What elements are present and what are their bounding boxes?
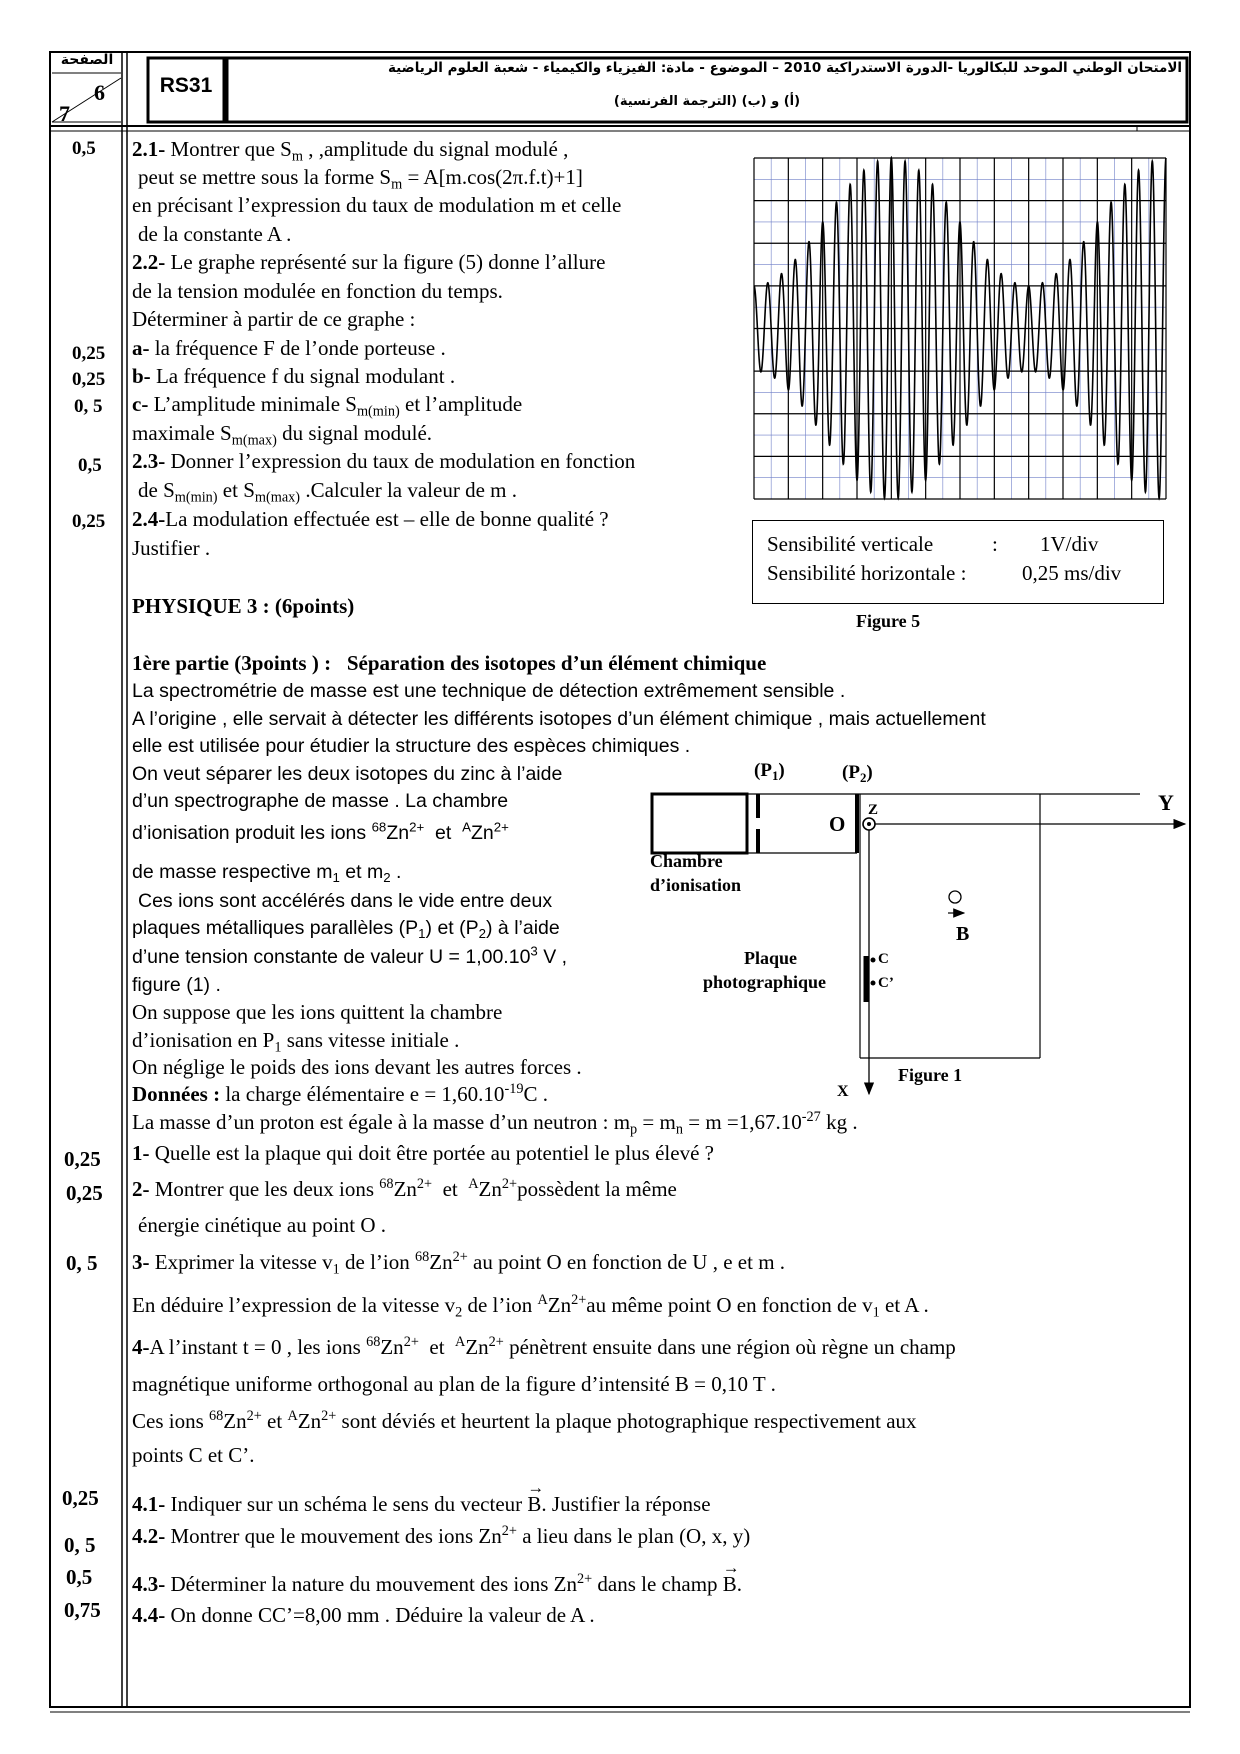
para-line9: On suppose que les ions quittent la chambre: [132, 1000, 503, 1024]
q2-4-line2: Justifier .: [132, 536, 211, 560]
exam-title-arabic: الامتحان الوطني الموحد للبكالوريا -الدورة الاستدراكية 2010 – الموضوع - مادة: الفيزياء والكيمياء - شعبة العلوم الرياضية: [387, 60, 1182, 76]
q2-2-line1: 2.2- Le graphe représenté sur la figure (5) donne l’allure: [132, 250, 606, 274]
q2-2b: b- La fréquence f du signal modulant .: [132, 364, 456, 388]
question-4-1: 4.1- Indiquer sur un schéma le sens du vecteur → B. Justifier la réponse: [132, 1492, 711, 1517]
c-label: C: [878, 951, 889, 967]
question-4-4: 4.4- On donne CC’=8,00 mm . Déduire la valeur de A .: [132, 1603, 595, 1627]
question-2-line2: énergie cinétique au point O .: [138, 1213, 387, 1237]
points-2-2a: 0,25: [72, 343, 106, 364]
points-2-3: 0,5: [78, 455, 102, 476]
intro-line3: elle est utilisée pour étudier la structure des espèces chimiques .: [132, 735, 691, 757]
points-2-1: 0,5: [72, 138, 96, 159]
figure-5-oscillogram: [752, 156, 1168, 501]
points-q41: 0,25: [62, 1486, 99, 1510]
sens-v-colon: :: [992, 532, 998, 556]
question-4-line4: points C et C’.: [132, 1443, 255, 1467]
chambre-label-2: d’ionisation: [650, 875, 742, 895]
para-line5: Ces ions sont accélérés dans le vide entre deux: [138, 890, 553, 912]
q2-4-line1: 2.4-La modulation effectuée est – elle de bonne qualité ?: [132, 507, 609, 531]
intro-line1: La spectrométrie de masse est une technique de détection extrêmement sensible .: [132, 680, 846, 702]
question-4-3: 4.3- Déterminer la nature du mouvement des ions $Zn^{2+}$ dans le champ → B.: [132, 1572, 742, 1597]
points-q42: 0, 5: [64, 1533, 96, 1557]
question-4-line2: magnétique uniforme orthogonal au plan de la figure d’intensité B = 0,10 T .: [132, 1372, 776, 1396]
question-4-line1: 4-A l’instant t = 0 , les ions $^{68}Zn^{2+}$ et $^AZn^{2+}$ pénètrent ensuite dans une région où règne un champ: [132, 1334, 956, 1359]
question-3-line2: En déduire l’expression de la vitesse $v_2$ de l’ion $^AZn^{2+}au$ même point O en fonction de $v_1$ et A .: [132, 1292, 929, 1321]
point-c-prime: [871, 981, 876, 986]
intro-line2: A l’origine , elle servait à détecter les différents isotopes d’un élément chimique , mais actuellement: [132, 708, 986, 730]
para-line11: On néglige le poids des ions devant les autres forces .: [132, 1055, 582, 1079]
p1-label: $(P_1)$: [754, 760, 785, 783]
b-label: B: [956, 923, 970, 945]
para-line6: plaques métalliques parallèles $(P_1)$ et $(P_2)$ à l’aide: [132, 917, 560, 941]
question-1: 1- Quelle est la plaque qui doit être portée au potentiel le plus élevé ?: [132, 1141, 714, 1165]
exam-subtitle-arabic: (أ) و (ب) (الترجمة الفرنسية): [613, 94, 801, 109]
sens-v-label: Sensibilité verticale: [767, 532, 934, 556]
para-line4: de masse respective $m_1$ et $m_2$ .: [132, 861, 402, 885]
points-q1: 0,25: [64, 1147, 101, 1171]
points-q43: 0,5: [66, 1565, 93, 1589]
para-line3: d’ionisation produit les ions $^{68}Zn^{2+}$ et $^AZn^{2+}$: [132, 819, 509, 844]
q2-1-line3: en précisant l’expression du taux de modulation m et celle: [132, 193, 622, 217]
q2-2a: a- la fréquence F de l’onde porteuse .: [132, 336, 446, 360]
b-field-out-icon: [949, 891, 961, 903]
question-4-2: 4.2- Montrer que le mouvement des ions $Zn^{2+}$ a lieu dans le plan (O, x, y): [132, 1523, 751, 1548]
donnees-line: Données : la charge élémentaire $e = 1,60.10^{-19}C$ .: [132, 1081, 548, 1106]
plaque-label: Plaque: [744, 948, 798, 968]
question-2-line1: 2- Montrer que les deux ions $^{68}Zn^{2+}$ et $^AZn^{2+}possèdent$ la même: [132, 1176, 677, 1201]
chambre-label: Chambre: [650, 851, 723, 871]
q2-2c-line1: c- L’amplitude minimale $S_{m(min)}$ et l’amplitude: [132, 392, 523, 420]
points-q2: 0,25: [66, 1181, 103, 1205]
page-label: الصفحة: [60, 52, 114, 68]
sens-v-value: 1V/div: [1040, 532, 1099, 556]
q2-3-line2: de $S_{m(min)}$ et $S_{m(max)}$ .Calculer la valeur de m .: [138, 478, 517, 506]
q2-1-line2: peut se mettre sous la forme $S_m = A[m.\cos(2\pi.f.t)+1]$: [138, 165, 583, 193]
part1-title: 1ère partie (3points ) : Séparation des isotopes d’un élément chimique: [132, 651, 767, 675]
x-axis-label: X: [837, 1083, 849, 1100]
page-total: 7: [59, 101, 70, 126]
points-2-4: 0,25: [72, 511, 106, 532]
y-axis-label: Y: [1158, 790, 1174, 815]
c-prime-label: C’: [878, 975, 894, 991]
points-q44: 0,75: [64, 1598, 101, 1622]
para-line8: figure (1) .: [132, 974, 221, 996]
points-2-2b: 0,25: [72, 369, 106, 390]
q2-1-line1: 2.1- Montrer que $S_m$ , ,amplitude du signal modulé ,: [132, 137, 569, 165]
q2-1-line4: de la constante A .: [138, 222, 292, 246]
point-c: [871, 958, 876, 963]
physique3-title: PHYSIQUE 3 : (6points): [132, 594, 355, 618]
para-line10: d’ionisation en $P_1$ sans vitesse initiale .: [132, 1028, 460, 1056]
z-label: Z: [868, 802, 879, 818]
figure-5-caption: Figure 5: [856, 611, 921, 631]
para-line2: d’un spectrographe de masse . La chambre: [132, 790, 509, 812]
masse-line: La masse d’un proton est égale à la masse d’un neutron : $m_p = m_n = m =1,67.10^{-27}$ kg .: [132, 1109, 858, 1138]
sens-h-value: 0,25 ms/div: [1022, 561, 1122, 585]
origin-label: O: [829, 812, 846, 836]
question-3-line1: 3- Exprimer la vitesse $v_1$ de l’ion $^{68}Zn^{2+}$ au point O en fonction de U , e et m .: [132, 1249, 786, 1278]
q2-2c-line2: maximale $S_{m(max)}$ du signal modulé.: [132, 421, 433, 449]
points-2-2c: 0, 5: [74, 396, 103, 417]
q2-3-line1: 2.3- Donner l’expression du taux de modulation en fonction: [132, 449, 636, 473]
points-q3: 0, 5: [66, 1251, 98, 1275]
question-4-line3: Ces ions $^{68}Zn^{2+}$ et $^AZn^{2+}$ sont déviés et heurtent la plaque photographique respectivement aux: [132, 1408, 917, 1433]
sens-h-label: Sensibilité horizontale :: [767, 561, 967, 585]
para-line7: d’une tension constante de valeur $U = 1,00.10^3$ V ,: [132, 943, 568, 968]
q2-2-line2: de la tension modulée en fonction du temps.: [132, 279, 503, 303]
exam-code: RS31: [159, 74, 213, 97]
figure-1-caption: Figure 1: [898, 1065, 963, 1085]
para-line1: On veut séparer les deux isotopes du zinc à l’aide: [132, 763, 563, 785]
plaque-label-2: photographique: [703, 972, 827, 992]
oscillogram-grid: [754, 158, 1166, 499]
page-number: 6: [94, 80, 105, 105]
p2-label: $(P_2)$: [842, 762, 873, 785]
q2-2-line3: Déterminer à partir de ce graphe :: [132, 307, 416, 331]
ionisation-chamber: [652, 794, 747, 853]
